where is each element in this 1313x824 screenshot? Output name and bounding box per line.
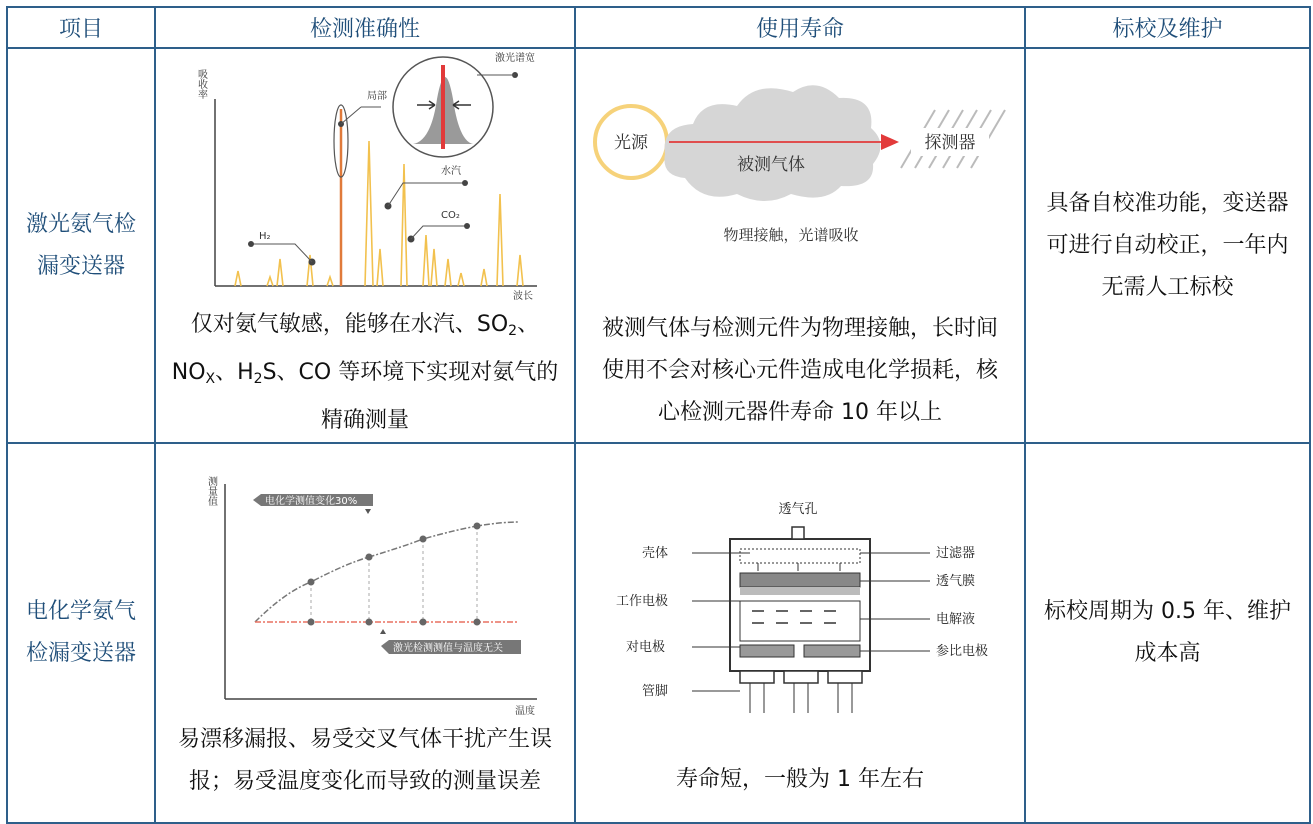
electrolyte-label: 电解液	[936, 612, 976, 627]
laser-flat-label: 激光检测测值与温度无关	[393, 642, 503, 654]
co2-label: CO₂	[441, 210, 460, 221]
row-ec-item-text: 电化学氨气检漏变送器	[25, 599, 136, 666]
filter-label: 过滤器	[936, 546, 976, 561]
laser-spectrum-figure	[165, 49, 565, 304]
detector-label: 探测器	[924, 132, 976, 153]
laser-xaxis-label: 波长	[513, 291, 533, 302]
ec-maintenance-text: 标校周期为 0.5 年、维护成本高	[1044, 599, 1291, 666]
shell-label: 壳体	[642, 546, 669, 561]
membrane-label: 透气膜	[936, 574, 976, 589]
row-ec	[7, 443, 1310, 823]
laser-accuracy-text-a: 仅对氨气敏感，能够在水汽、SO	[190, 312, 509, 337]
filter-layer	[740, 549, 860, 563]
laser-accuracy-text-b: 、NO	[171, 312, 540, 385]
comparison-table	[6, 6, 1311, 824]
water-label: 水汽	[441, 166, 461, 177]
laser-yaxis-label: 吸收率	[195, 69, 207, 99]
work-electrode-label: 工作电极	[616, 594, 669, 609]
header-row	[7, 7, 1310, 48]
row-laser-life	[575, 48, 1025, 443]
laser-life-text: 被测气体与检测元件为物理接触，长时间使用不会对核心元件造成电化学损耗，核心检测元器件寿命 10 年以上	[601, 315, 998, 425]
row-ec-item	[7, 443, 155, 823]
h2-label: H₂	[259, 231, 271, 242]
spectrum-peaks	[235, 141, 523, 286]
ec-yaxis-label: 测量值	[205, 475, 217, 506]
row-laser	[7, 48, 1310, 443]
ref-electrode-label: 参比电极	[936, 644, 989, 659]
laser-accuracy-sub-x: X	[205, 371, 216, 387]
row-laser-accuracy	[155, 48, 575, 443]
laser-width-label: 激光谱宽	[495, 53, 535, 64]
vent-label: 透气孔	[778, 502, 818, 517]
counter-electrode-label: 对电极	[626, 640, 666, 655]
pin-label: 管脚	[642, 684, 669, 699]
row-laser-item-text: 激光氨气检漏变送器	[25, 211, 136, 279]
gas-cloud	[664, 85, 880, 201]
ec-life-text: 寿命短，一般为 1 年左右	[676, 767, 924, 792]
row-ec-life	[575, 443, 1025, 823]
temperature-drift-figure	[165, 464, 565, 719]
row-ec-accuracy	[155, 443, 575, 823]
ec-curve	[255, 522, 519, 622]
laser-accuracy-sub-2a: 2	[508, 323, 518, 339]
header-accuracy: 检测准确性	[155, 7, 575, 48]
optical-path-figure	[585, 58, 1015, 288]
laser-accuracy-text-c: 、H	[215, 360, 254, 385]
laser-maintenance-text: 具备自校准功能，变送器可进行自动校正，一年内无需人工标校	[1046, 190, 1289, 300]
membrane-layer	[740, 573, 860, 587]
ec-xaxis-label: 温度	[515, 705, 535, 717]
electrolyte-layer	[740, 601, 860, 641]
header-life: 使用寿命	[575, 7, 1025, 48]
row-ec-maintenance	[1025, 443, 1310, 823]
laser-accuracy-sub-2b: 2	[253, 371, 263, 387]
ec-accuracy-text: 易漂移漏报、易受交叉气体干扰产生误报；易受温度变化而导致的测量误差	[177, 726, 552, 794]
source-label: 光源	[614, 132, 648, 153]
sensor-structure-figure	[590, 501, 1010, 731]
local-label: 局部	[367, 91, 387, 102]
life-caption: 物理接触，光谱吸收	[723, 225, 859, 244]
header-item: 项目	[7, 7, 155, 48]
laser-accuracy-text-d: S、CO 等环境下实现对氨气的精确测量	[262, 360, 559, 433]
laser-accuracy-text	[156, 304, 574, 442]
gas-label: 被测气体	[737, 154, 805, 175]
header-maintenance: 标校及维护	[1025, 7, 1310, 48]
row-laser-maintenance	[1025, 48, 1310, 443]
ec-change-label: 电化学测值变化30%	[265, 495, 358, 507]
row-laser-item	[7, 48, 155, 443]
